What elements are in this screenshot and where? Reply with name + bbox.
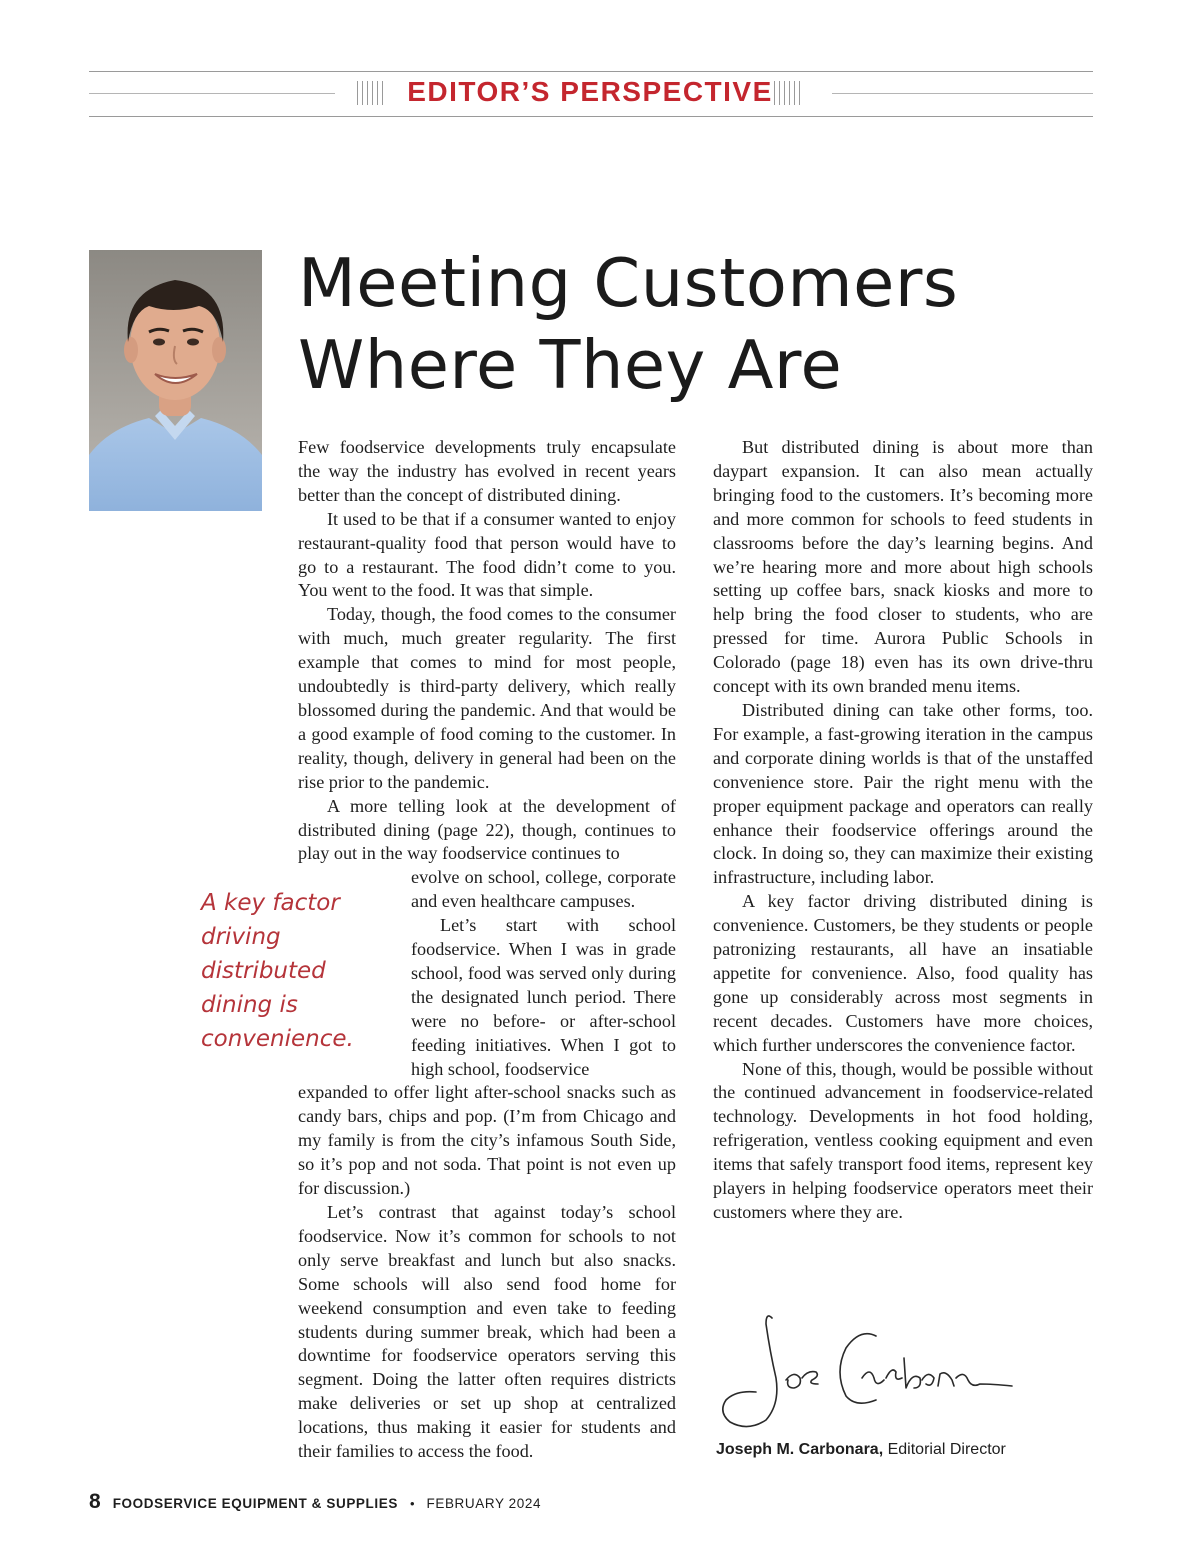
body-paragraph: It used to be that if a consumer wanted to enjoy restaurant-quality food that person would have to go to a restaurant. The food didn’t come to you. You went to the food. It was that simple.	[298, 508, 676, 601]
pull-quote: A key factor driving distributed dining is convenience.	[201, 890, 354, 1052]
header-inner-rule-right	[832, 93, 1093, 94]
body-paragraph: Few foodservice developments truly encapsulate the way the industry has evolved in recent years better than the concept of distributed dining.	[298, 437, 676, 505]
pull-quote-wrap-block	[411, 866, 676, 1081]
body-paragraph: Let’s contrast that against today’s school foodservice. Now it’s common for schools to not only serve breakfast and lunch but also snacks. Some schools will also send food home for weekend consumption and even take to feeding students during summer break, which had been a downtime for foodservice operators serving this segment. Doing the latter often requires districts make deliveries or set up shop at centralized locations, thus making it easier for students and their families to access the food.	[298, 1202, 676, 1462]
handwritten-signature	[716, 1308, 1016, 1433]
body-paragraph: expanded to offer light after-school snacks such as candy bars, chips and pop. (I’m from Chicago and my family is from the city’s infamous South Side, so it’s pop and not soda. That point is not even up for discussion.)	[298, 1082, 676, 1199]
issue-date: FEBRUARY 2024	[426, 1496, 542, 1511]
body-paragraph: A more telling look at the development of distributed dining (page 22), though, continues to play out in the way foodservice continues to	[298, 795, 676, 864]
header-inner-rule-left	[89, 93, 335, 94]
body-paragraph: A key factor driving distributed dining is convenience. Customers, be they students or people patronizing restaurants, all have an insatiable appetite for convenience. Also, food quality has gone up considerably across most segments in recent decades. Customers have more choices, which further underscores the convenience factor.	[713, 891, 1093, 1055]
author-name: Joseph M. Carbonara,	[716, 1441, 884, 1458]
body-paragraph: Let’s start with school foodservice. When I was in grade school, food was served only during the designated lunch period. There were no before- or after-school feeding initiatives. When I got to high school, foodservice	[411, 915, 676, 1079]
headline-line-1: Meeting Customers	[298, 244, 959, 322]
body-paragraph: Today, though, the food comes to the consumer with much, much greater regularity. The first example that comes to mind for most people, undoubtedly is third-party delivery, which really blossomed during the pandemic. And that would be a good example of food coming to the customer. In reality, though, delivery in general had been on the rise prior to the pandemic.	[298, 604, 676, 792]
section-label: EDITOR’S PERSPECTIVE	[407, 76, 773, 107]
author-title: Editorial Director	[883, 1441, 1006, 1458]
publication-name: FOODSERVICE EQUIPMENT & SUPPLIES	[112, 1496, 398, 1511]
author-byline	[716, 1441, 1006, 1459]
page-number: 8	[89, 1490, 101, 1513]
body-paragraph: But distributed dining is about more than daypart expansion. It can also mean actually bringing food to the customers. It’s becoming more and more common for schools to feed students in classrooms before the day’s learning begins. And we’re hearing more and more about high schools setting up coffee bars, snack kiosks and more to help bring the food closer to students, who are pressed for time. Aurora Public Schools in Colorado (page 18) even has its own drive-thru concept with its own branded menu items.	[713, 437, 1093, 697]
article-headline	[298, 242, 1098, 406]
author-photo	[89, 250, 262, 511]
header-top-rule	[89, 71, 1093, 72]
article-column-right	[713, 436, 1093, 1225]
body-paragraph: Distributed dining can take other forms, too. For example, a fast-growing iteration in the campus and corporate dining worlds is that of the unstaffed convenience store. Pair the right menu with the proper equipment package and operators can really enhance their foodservice offerings around the clock. In doing so, they can maximize their existing infrastructure, including labor.	[713, 699, 1093, 888]
page-footer	[89, 1490, 541, 1514]
footer-separator: •	[409, 1496, 415, 1511]
headline-line-2: Where They Are	[298, 326, 843, 404]
header-bottom-rule	[89, 116, 1093, 117]
body-paragraph: evolve on school, college, corporate and even healthcare campuses.	[411, 867, 676, 912]
body-paragraph: None of this, though, would be possible without the continued advancement in foodservice-related technology. Developments in hot food holding, refrigeration, ventless cooking equipment and even items that safely transport food items, represent key players in helping foodservice operators meet their customers where they are.	[713, 1058, 1093, 1222]
